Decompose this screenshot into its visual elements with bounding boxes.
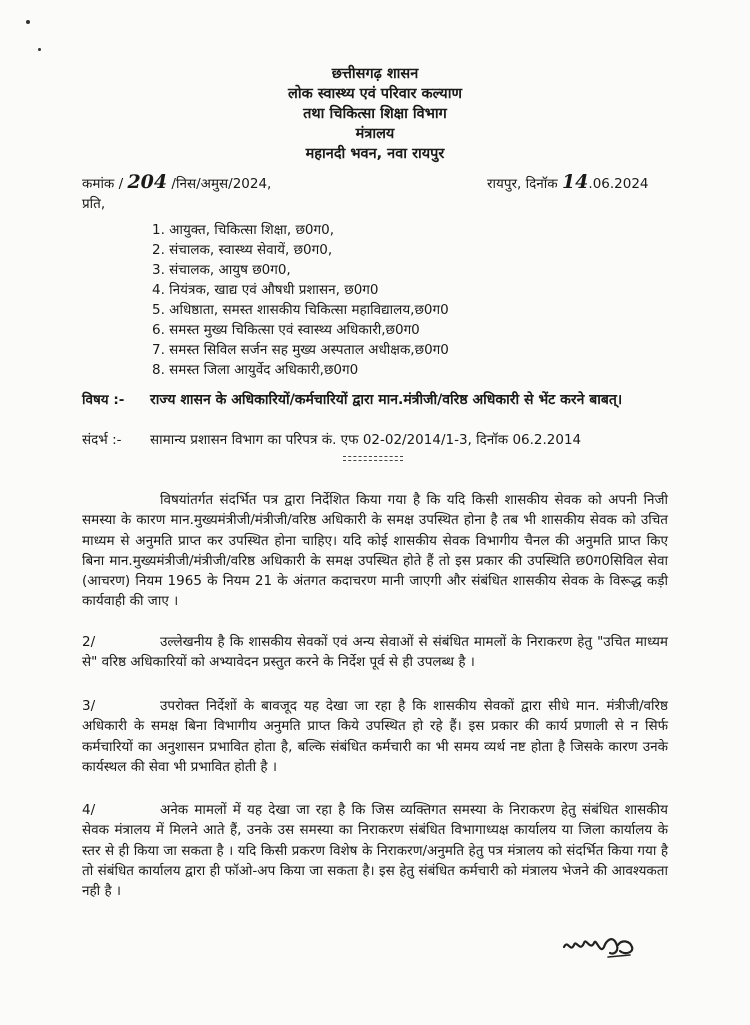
divider <box>343 460 403 461</box>
paragraph-number: 4/ <box>82 802 96 818</box>
ink-speck <box>26 20 30 24</box>
divider <box>343 456 403 457</box>
subject-label: विषय :- <box>82 392 125 408</box>
paragraph-2 <box>82 632 668 673</box>
paragraph-4 <box>82 800 668 901</box>
reference-number-line <box>82 172 271 194</box>
ref-suffix: /निस/अमुस/2024, <box>171 176 272 192</box>
recipient-item: 3. संचालक, आयुष छ0ग0, <box>152 262 291 278</box>
paragraph-text: अनेक मामलों में यह देखा जा रहा है कि जिस व्यक्तिगत समस्या के निराकरण हेतु संबंधित शासकीय सेवक मंत्रालय में मिलने आते हैं, उनके उस समस्या का निराकरण संबंधित विभागाध्यक्ष कार्यालय या जिला कार्यालय के स्तर से ही किया जा सकता है । यदि किसी प्रकरण विशेष के निराकरण/अनुमति हेतु पत्र मंत्रालय को संदर्भित किया गया है तो संबंधित कार्यालय द्वारा ही फॉओ-अप किया जा सकता है। इस हेतु संबंधित कर्मचारी को मंत्रालय भेजने की आवश्यकता नही है । <box>82 802 668 900</box>
paragraph-text: उल्लेखनीय है कि शासकीय सेवकों एवं अन्य सेवाओं से संबंधित मामलों के निराकरण हेतु "उचित माध्यम से" वरिष्ठ अधिकारियों को अभ्यावेदन प्रस्तुत करने के निर्देश पूर्व से ही उपलब्ध है । <box>82 634 668 671</box>
header-line-5: महानदी भवन, नवा रायपुर <box>305 146 445 162</box>
place-date-prefix: रायपुर, दिनॉक <box>487 176 558 192</box>
header-line-3: तथा चिकित्सा शिक्षा विभाग <box>303 106 447 122</box>
recipient-item: 1. आयुक्त, चिकित्सा शिक्षा, छ0ग0, <box>152 222 334 238</box>
recipient-item: 7. समस्त सिविल सर्जन सह मुख्य अस्पताल अधीक्षक,छ0ग0 <box>152 342 449 358</box>
ref-number-handwritten: 204 <box>127 171 168 193</box>
place-date-line <box>487 172 649 194</box>
header-line-2: लोक स्वास्थ्य एवं परिवार कल्याण <box>288 86 462 102</box>
prati-label: प्रति, <box>82 196 106 212</box>
recipient-item: 2. संचालक, स्वास्थ्य सेवायें, छ0ग0, <box>152 242 333 258</box>
paragraph-text: उपरोक्त निर्देशों के बावजूद यह देखा जा रहा है कि शासकीय सेवकों द्वारा सीधे मान. मंत्रीजी/वरिष्ठ अधिकारी के समक्ष बिना विभागीय अनुमति प्राप्त किये उपस्थित हो रहे हैं। इस प्रकार की कार्य प्रणाली से न सिर्फ कर्मचारियों का अनुशासन प्रभावित होता है, बल्कि संबंधित कर्मचारी का भी समय व्यर्थ नष्ट होता है जिसके कारण उनके कार्यस्थल की सेवा भी प्रभावित होती है । <box>82 698 668 775</box>
recipient-item: 6. समस्त मुख्य चिकित्सा एवं स्वास्थ्य अधिकारी,छ0ग0 <box>152 322 420 338</box>
reference-text: सामान्य प्रशासन विभाग का परिपत्र कं. एफ 02-02/2014/1-3, दिनॉक 06.2.2014 <box>150 432 582 448</box>
signature <box>560 925 640 965</box>
paragraph-number: 2/ <box>82 634 96 650</box>
paragraph-1: विषयांतर्गत संदर्भित पत्र द्वारा निर्देशित किया गया है कि यदि किसी शासकीय सेवक को अपनी निजी समस्या के कारण मान.मुख्यमंत्रीजी/मंत्रीजी/वरिष्ठ अधिकारी के समक्ष उपस्थित होना है तब भी शासकीय सेवक को उचित माध्यम से अनुमति प्राप्त कर उपस्थित होना चाहिए। यदि कोई शासकीय सेवक विभागीय चैनल की अनुमति प्राप्त किए बिना मान.मुख्यमंत्रीजी/मंत्रीजी/वरिष्ठ अधिकारी के समक्ष उपस्थित होते हैं तो इस प्रकार की उपस्थिति छ0ग0सिविल सेवा (आचरण) नियम 1965 के नियम 21 के अंतगत कदाचरण मानी जाएगी और संबंधित शासकीय सेवक के विरूद्ध कड़ी कार्यवाही की जाए । <box>82 492 668 610</box>
recipient-item: 5. अधिष्ठाता, समस्त शासकीय चिकित्सा महाविद्यालय,छ0ग0 <box>152 302 449 318</box>
header-line-4: मंत्रालय <box>355 126 395 142</box>
subject-text: राज्य शासन के अधिकारियों/कर्मचारियों द्वारा मान.मंत्रीजी/वरिष्ठ अधिकारी से भेंट करने बाबत्। <box>150 392 623 408</box>
header-line-1: छत्तीसगढ़ शासन <box>331 66 419 82</box>
ink-speck <box>38 48 41 51</box>
date-day-handwritten: 14 <box>561 171 589 193</box>
reference-label: संदर्भ :- <box>82 432 122 448</box>
recipient-item: 8. समस्त जिला आयुर्वेद अधिकारी,छ0ग0 <box>152 362 359 378</box>
date-suffix: .06.2024 <box>588 176 649 192</box>
ref-prefix: कमांक / <box>82 176 124 192</box>
recipient-item: 4. नियंत्रक, खाद्य एवं औषधी प्रशासन, छ0ग0 <box>152 282 379 298</box>
paragraph-number: 3/ <box>82 698 96 714</box>
paragraph-3 <box>82 696 668 777</box>
